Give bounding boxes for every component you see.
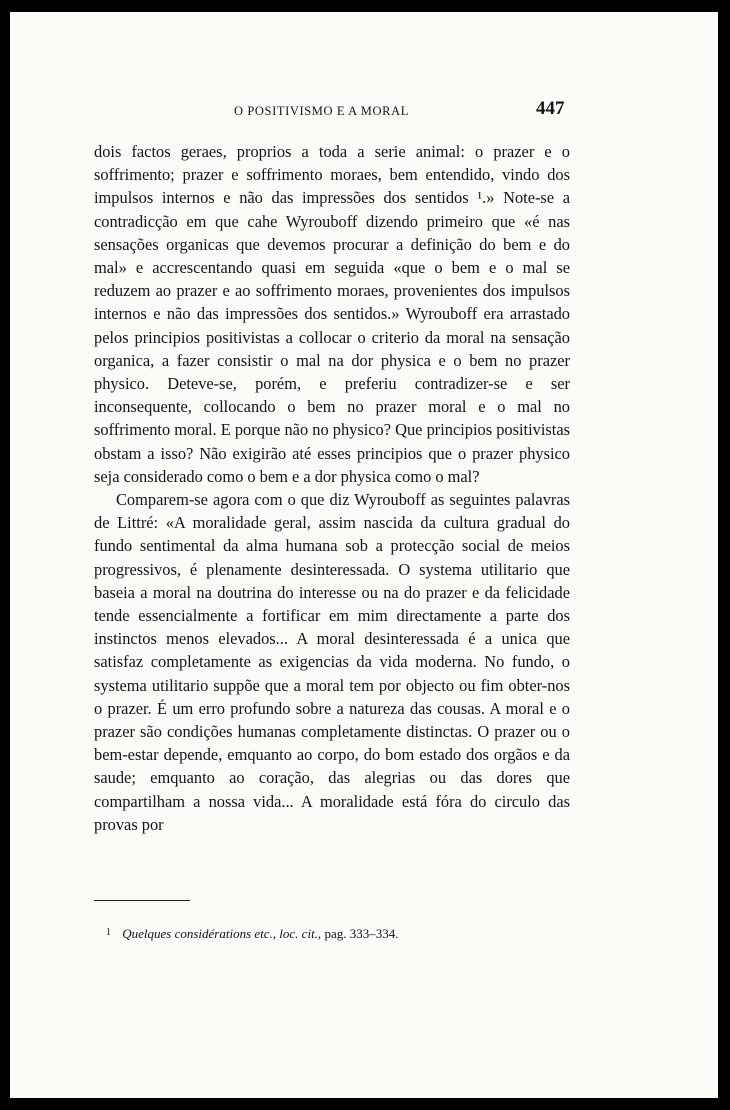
running-title: O POSITIVISMO E A MORAL [234,104,409,118]
footnote-divider [94,900,190,901]
footnote [106,926,566,942]
footnote-mark: 1 [106,927,111,938]
paragraph: dois factos geraes, proprios a toda a serie animal: o prazer e o soffrimento; prazer e soffrimento moraes, bem entendido, vindo dos impulsos internos e não das impressões dos sentidos ¹.» Note-se a contradicção em que cahe Wyrouboff dizendo primeiro que «é nas sensações organicas que devemos procurar a definição do bem e do mal» e accrescentando quasi em seguida «que o bem e o mal se reduzem ao prazer e ao soffrimento moraes, provenientes dos impulsos internos e não das impressões dos sentidos.» Wyrouboff era arrastado pelos principios positivistas a collocar o criterio da moral na sensação organica, a fazer consistir o mal na dor physica e o bem no prazer physico. Deteve-se, porém, e preferiu contradizer-se e ser inconsequente, collocando o bem no prazer moral e o mal no soffrimento moral. E porque não no physico? Que principios positivistas obstam a isso? Não exigirão até esses principios que o prazer physico seja considerado como o bem e a dor physica como o mal? [94,142,570,486]
body-text [94,140,570,836]
book-page [10,12,718,1098]
paragraph: Comparem-se agora com o que diz Wyrouboff as seguintes palavras de Littré: «A moralidade geral, assim nascida da cultura gradual do fundo sentimental da alma humana sob a protecção social de meios progressivos, é plenamente desinteressada. O systema utilitario que baseia a moral na doutrina do interesse ou na do prazer e da felicidade tende essencialmente a fortificar em mim directamente a parte dos instinctos menos elevados... A moral desinteressada é a unica que satisfaz completamente as exigencias da vida moderna. No fundo, o systema utilitario suppõe que a moral tem por objecto ou fim obter-nos o prazer. É um erro profundo sobre a natureza das cousas. A moral e o prazer são condições humanas completamente distinctas. O prazer ou o bem-estar depende, emquanto ao corpo, do bom estado dos orgãos e da saude; emquanto ao coração, das alegrias ou das dores que compartilham a nossa vida... A moralidade está fóra do circulo das provas por [94,490,570,834]
footnote-title: Quelques considérations etc., loc. cit., [122,926,322,941]
footnote-reference: pag. 333–334. [324,926,399,941]
running-head [10,98,718,126]
page-number: 447 [536,98,565,119]
